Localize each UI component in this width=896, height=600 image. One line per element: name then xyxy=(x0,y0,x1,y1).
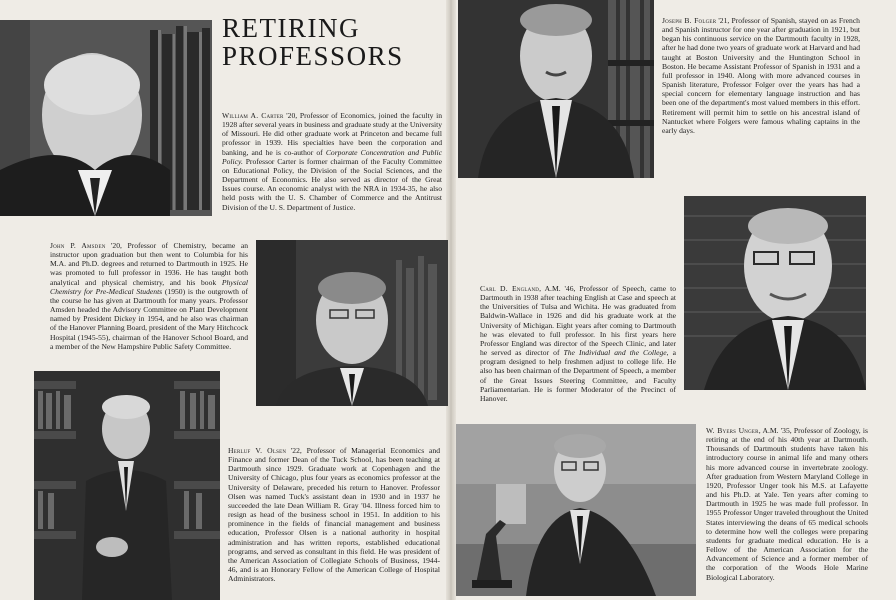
bio-name-folger: Joseph B. Folger xyxy=(662,16,717,25)
title-line-2: PROFESSORS xyxy=(222,41,404,71)
bio-text: '22, Professor of Managerial Economics and Finance and former Dean of the Tuck School, has been teaching at Dartmouth since 1929. Graduate work at Copenhagen and the University of Chicago, plus four years as economics professor at the University of Delaware, preceded his return to Hanover. Professor Olsen was named Tuck's assistant dean in 1930 and in 1937 he succeeded the late Dean William R. Gray '04. Illness forced him to resign as head of the business school in 1951. In addition to his prominence in the fields of financial management and business education, Professor Olsen is a national authority in hospital administration and has written reports, established educational programs, and served as consultant in this field. He was president of the American Association of Collegiate Schools of Business, 1944-46, and is an Honorary Fellow of the American College of Hospital Administrators. xyxy=(228,446,440,584)
portrait-photo-unger xyxy=(456,424,696,596)
bio-italic-title: Physical Chemistry for Pre-Medical Students xyxy=(50,277,248,296)
bio-italic-title: The Individual and the College, xyxy=(563,348,669,358)
bio-england xyxy=(480,284,676,403)
bio-text: '20, Professor of Economics, joined the faculty in 1928 after several years in business and graduate study at the University of Missouri. He did other graduate work at Princeton and became full professor in 1939. His specialties have been the corporation and banking, and he is co-author of xyxy=(222,111,442,157)
page-title xyxy=(222,14,404,70)
bio-text: a program designed to help freshmen adjust to college life. He also has been chairman of the Department of Speech, a member of the Great Issues Steering Committee, and Faculty Parliamentarian. He is former Moderator of the Precinct of Hanover. xyxy=(480,348,676,403)
bio-italic-title: Corporate Concentration and Public Policy. xyxy=(222,147,442,166)
bio-text: , A.M. '46, Professor of Speech, came to Dartmouth in 1938 after teaching English at Case and speech at the Universities of Tulsa and Wichita. He was graduated from Baldwin-Wallace in 1926 and did his graduate work at the University of Michigan. Eight years after coming to Dartmouth he was elevated to full professor. In his first years here Professor England was director of the Speech Clinic, and later he served as director of xyxy=(480,284,676,358)
bio-name-unger: W. Byers Unger xyxy=(706,426,759,435)
portrait-photo-olsen xyxy=(34,371,220,600)
bio-name-olsen: Herluf V. Olsen xyxy=(228,446,287,455)
bio-text: (1950) is the outgrowth of the course he has given at Dartmouth for many years. Professor Amsden headed the Advisory Committee on Plant Development named by President Dickey in 1954, and he also was chairman of the Hanover Planning Board, president of the Mary Hitchcock Hospital (1945-55), chairman of the Hanover School Board, and a member of the New Hampshire Public Safety Committee. xyxy=(50,286,248,351)
portrait-photo-amsden xyxy=(256,240,448,406)
bio-carter xyxy=(222,111,442,212)
bio-text: '21, Professor of Spanish, stayed on as French and Spanish instructor for one year after graduation in 1921, but began his continuous service on the Dartmouth faculty in 1928, after he had done two years of graduate work at Harvard and had taught at Boston University and the Huntington School in Boston. He became Assistant Professor of Spanish in 1931 and a full professor in 1940. Along with more advanced courses in Spanish literature, Professor Folger over the years has had a special concern for elementary language instruction and has been one of the department's most valued members in this effort. Retirement will permit him to settle on his ancestral island of Nantucket where Folgers were famous whaling captains in the early days. xyxy=(662,16,860,135)
portrait-photo-england xyxy=(684,196,866,390)
bio-text: Professor Carter is former chairman of the Faculty Committee on Educational Policy, the Division of the Social Sciences, and the Department of Economics. He also served as director of the Great Issues course. An economic analyst with the NRA in 1934-35, he also held posts with the U. S. Chamber of Commerce and the Antitrust Division of the U. S. Department of Justice. xyxy=(222,156,442,212)
title-line-1: RETIRING xyxy=(222,13,360,43)
bio-folger xyxy=(662,16,860,135)
bio-text: '20, Professor of Chemistry, became an instructor upon graduation but then went to Columbia for his M.A. and Ph.D. degrees and returned to Dartmouth in 1925. He was promoted to full professor in 1936. He has taught both analytical and physical chemistry, and his book xyxy=(50,241,248,287)
bio-amsden xyxy=(50,241,248,351)
bio-text: , A.M. '35, Professor of Zoology, is retiring at the end of his 40th year at Dartmouth. Thousands of Dartmouth students have taken his introductory course in animal life and many others his more advanced course in invertebrate zoology. After graduation from Western Maryland College in 1920, Professor Unger took his M.S. at Lafayette and his Ph.D. at Yale. Ten years after coming to Dartmouth in 1925 he was made full professor. In 1955 Professor Unger traveled throughout the United States interviewing the deans of 65 medical schools to determine how well the colleges were preparing students for graduate medical education. He is a Fellow of the American Association for the Advancement of Science and a former member of the corporation of the Woods Hole Marine Biological Laboratory. xyxy=(706,426,868,582)
portrait-photo-carter xyxy=(0,20,212,216)
bio-unger xyxy=(706,426,868,582)
bio-name-carter: William A. Carter xyxy=(222,111,284,120)
portrait-photo-folger xyxy=(458,0,654,178)
bio-name-amsden: John P. Amsden xyxy=(50,241,106,250)
bio-name-england: Carl D. England xyxy=(480,284,540,293)
bio-olsen xyxy=(228,446,440,583)
